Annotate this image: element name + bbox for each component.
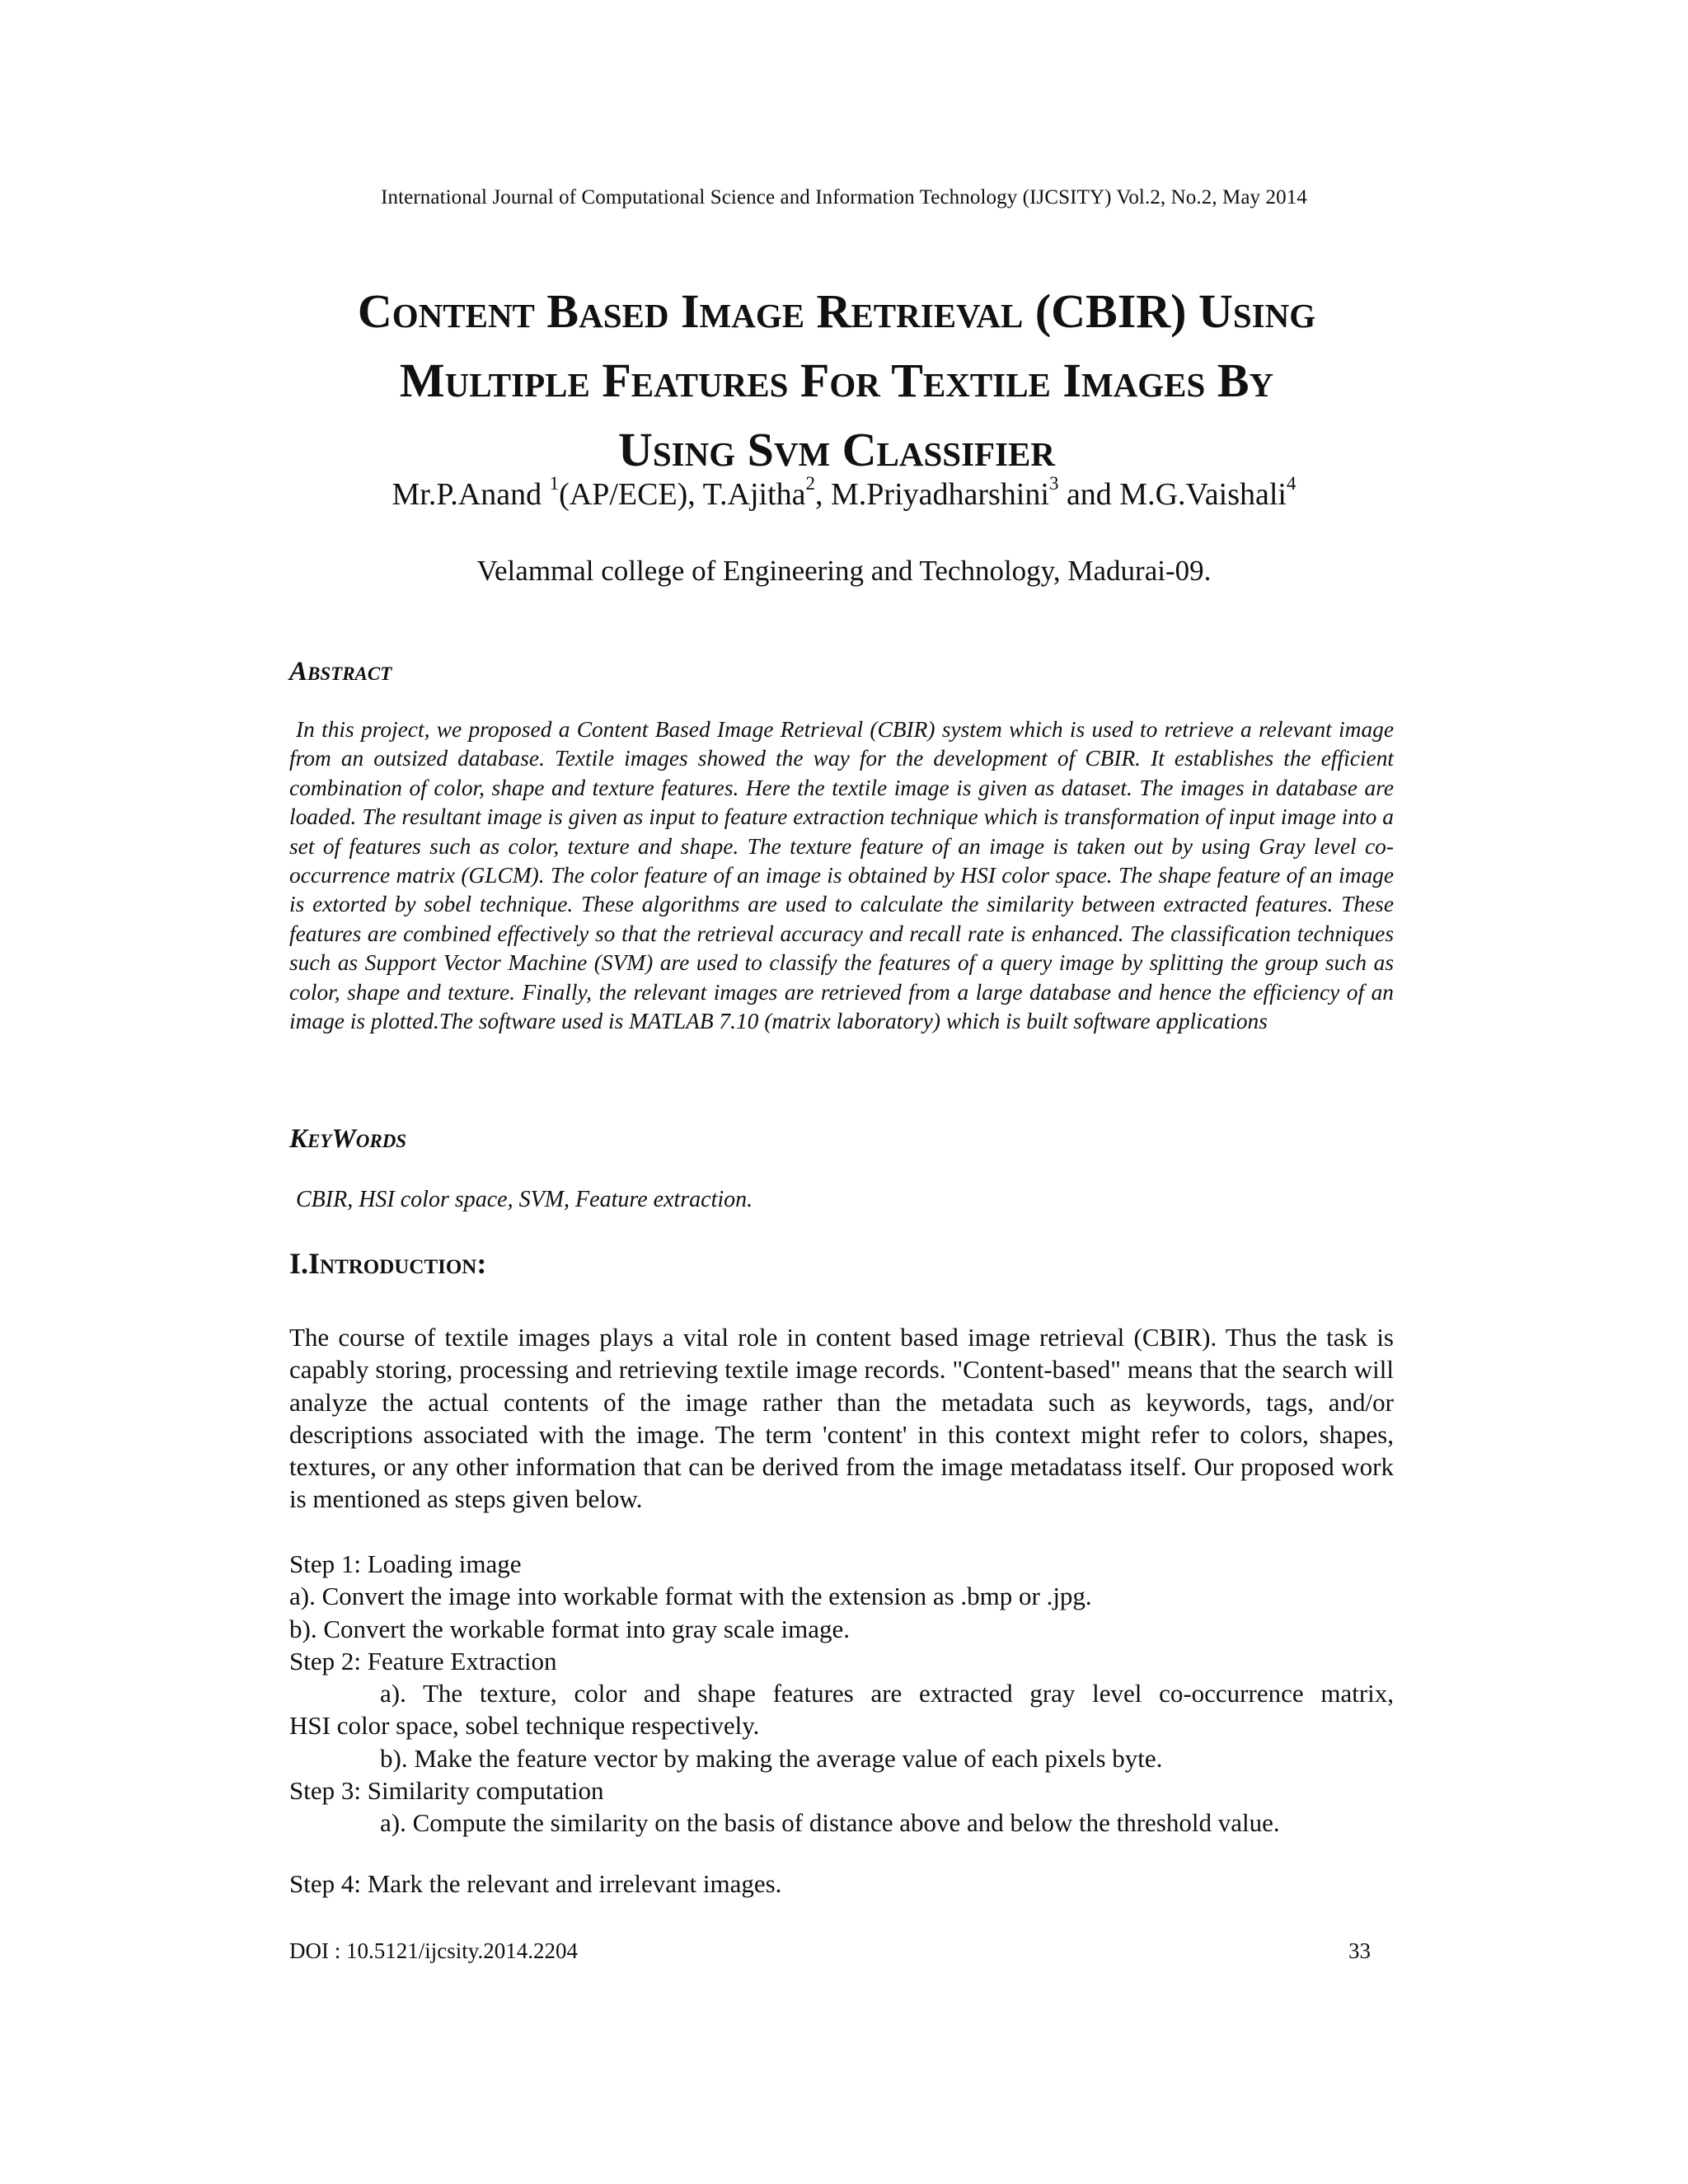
title-line: Multiple Features For Textile Images By	[399, 354, 1274, 407]
page-number: 33	[1348, 1938, 1371, 1963]
introduction-heading: I.Introduction:	[289, 1247, 487, 1280]
title-line: Using Svm Classifier	[617, 423, 1056, 476]
step-item: Step 2: Feature Extraction	[289, 1646, 557, 1675]
step-item: Step 3: Similarity computation	[289, 1776, 604, 1806]
author-superscript: 2	[805, 473, 815, 494]
step-item: HSI color space, sobel technique respectively.	[289, 1711, 760, 1741]
doi-footer: DOI : 10.5121/ijcsity.2014.2204	[289, 1938, 578, 1963]
abstract-text: In this project, we proposed a Content Based Image Retrieval (CBIR) system which is used to retrieve a relevant image from an outsized database. Textile images showed the way for the development of CBIR. It establishes the efficient combination of color, shape and texture features. Here the textile image is given as dataset. The images in database are loaded. The resultant image is given as input to feature extraction technique which is transformation of input image into a set of features such as color, texture and shape. The texture feature of an image is taken out by using Gray level co-occurrence matrix (GLCM). The color feature of an image is obtained by HSI color space. The shape feature of an image is extorted by sobel technique. These algorithms are used to calculate the similarity between extracted features. These features are combined effectively so that the retrieval accuracy and recall rate is enhanced. The classification techniques such as Support Vector Machine (SVM) are used to classify the features of a query image by splitting the group such as color, shape and texture. Finally, the relevant images are retrieved from a large database and hence the efficiency of an image is plotted.The software used is MATLAB 7.10 (matrix laboratory) which is built software applications	[289, 717, 1394, 1034]
affiliation: Velammal college of Engineering and Technology, Madurai-09.	[476, 555, 1212, 587]
author-superscript: 4	[1286, 473, 1296, 494]
step-item: a). Compute the similarity on the basis of distance above and below the threshold value.	[380, 1808, 1280, 1838]
author-name: and M.G.Vaishali	[1058, 477, 1287, 512]
author-name: , M.Priyadharshini	[815, 477, 1049, 512]
running-header: International Journal of Computational Science and Information Technology (IJCSITY) Vol.2, No.2, May 2014	[381, 186, 1307, 209]
step-item: Step 4: Mark the relevant and irrelevant images.	[289, 1869, 782, 1898]
keywords-heading: KeyWords	[289, 1124, 407, 1154]
abstract-heading: Abstract	[289, 657, 392, 687]
title-line: Content Based Image Retrieval (CBIR) Using	[357, 284, 1316, 338]
steps-list	[289, 1548, 1394, 1840]
author-superscript: 3	[1048, 473, 1059, 494]
step-item: a). The texture, color and shape features are extracted gray level co-occurrence matrix,	[380, 1679, 1394, 1708]
step-item: b). Convert the workable format into gray scale image.	[289, 1614, 851, 1643]
step-item: b). Make the feature vector by making the average value of each pixels byte.	[380, 1743, 1163, 1773]
paper-title	[231, 277, 1442, 485]
author-name: (AP/ECE), T.Ajitha	[559, 477, 806, 512]
keywords-text: CBIR, HSI color space, SVM, Feature extraction.	[296, 1187, 753, 1212]
author-superscript: 1	[549, 473, 560, 494]
step-item: a). Convert the image into workable format with the extension as .bmp or .jpg.	[289, 1582, 1092, 1611]
introduction-paragraph: The course of textile images plays a vital role in content based image retrieval (CBIR). Thus the task is capably storing, processing and retrieving textile image records. "Content-based" means that the search will analyze the actual contents of the image rather than the metadata such as keywords, tags, and/or descriptions associated with the image. The term 'content' in this context might refer to colors, shapes, textures, or any other information that can be derived from the image metadatass itself. Our proposed work is mentioned as steps given below.	[289, 1323, 1394, 1514]
step-item: Step 1: Loading image	[289, 1549, 522, 1578]
author-name: Mr.P.Anand	[392, 477, 550, 512]
author-list	[0, 473, 1688, 513]
